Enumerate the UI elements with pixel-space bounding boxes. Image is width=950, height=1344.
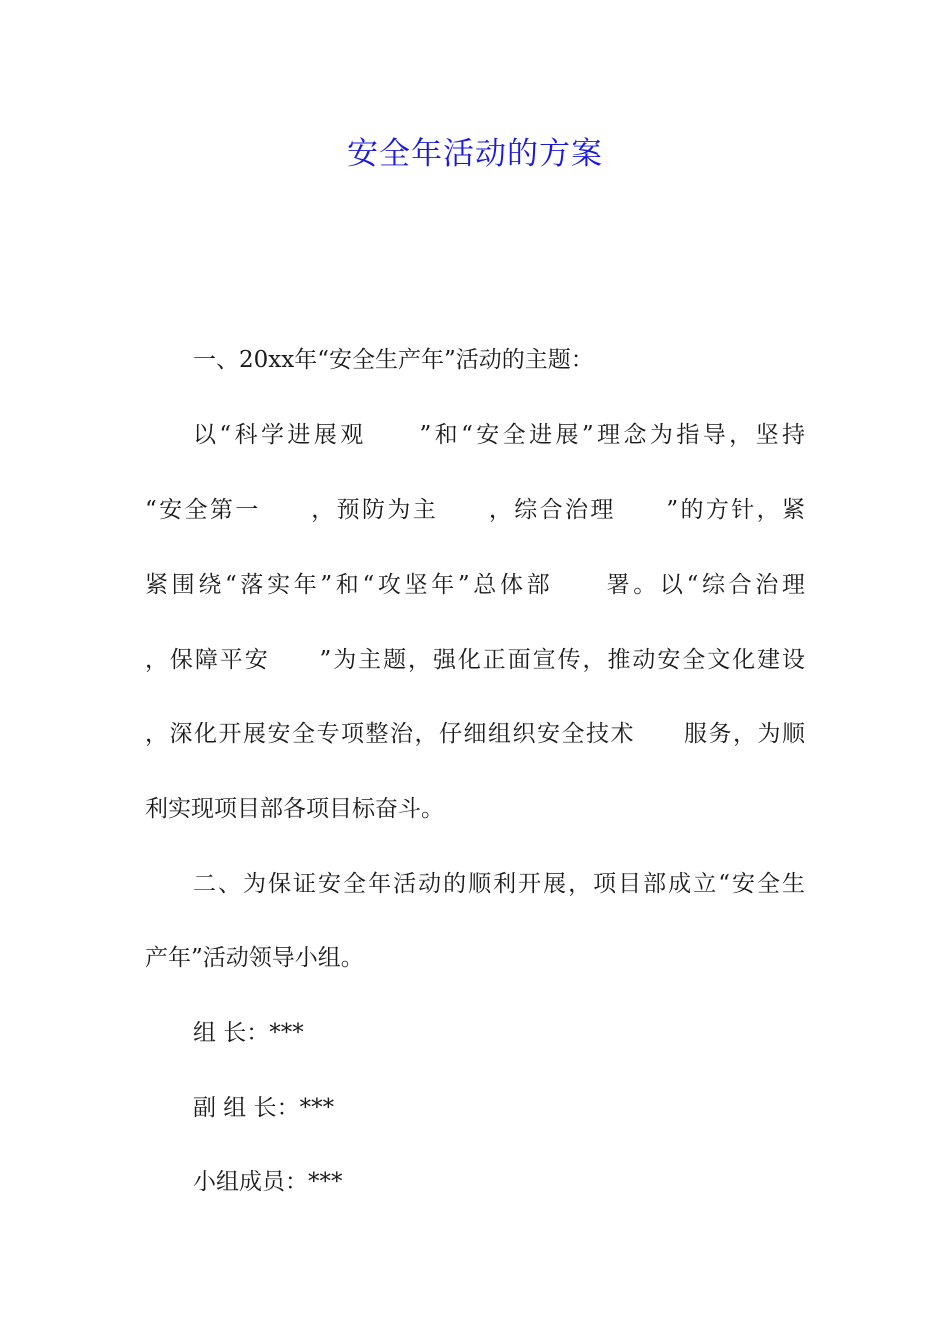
paragraph-1-line-5: ，深化开展安全专项整治，仔细组织安全技术 服务，为顺 xyxy=(145,721,805,747)
document-title: 安全年活动的方案 xyxy=(347,136,603,172)
paragraph-1-line-2: “安全第一 ，预防为主 ，综合治理 ”的方针，紧 xyxy=(145,497,805,523)
deputy-leader-line: 副 组 长：*** xyxy=(193,1095,335,1121)
paragraph-1-line-1: 以“科学进展观 ”和“安全进展”理念为指导，坚持 xyxy=(193,422,805,448)
paragraph-1-line-6: 利实现项目部各项目标奋斗。 xyxy=(145,796,444,822)
paragraph-1-line-4: ，保障平安 ”为主题，强化正面宣传，推动安全文化建设 xyxy=(145,647,805,673)
section-2-line-2: 产年”活动领导小组。 xyxy=(145,945,364,971)
section-1-heading: 一、20xx年“安全生产年”活动的主题： xyxy=(193,347,594,373)
paragraph-1-line-3: 紧围绕“落实年”和“攻坚年”总体部 署。以“综合治理 xyxy=(145,572,805,598)
group-leader-line: 组 长：*** xyxy=(193,1020,304,1046)
group-members-line: 小组成员：*** xyxy=(193,1169,343,1195)
section-2-line-1: 二、为保证安全年活动的顺利开展，项目部成立“安全生 xyxy=(193,871,805,897)
